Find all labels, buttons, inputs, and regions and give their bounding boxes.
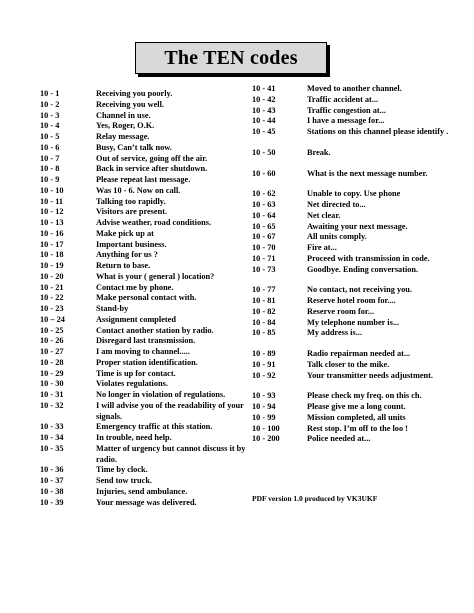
code-number: 10 - 7: [40, 153, 60, 163]
code-number: 10 - 17: [40, 239, 64, 249]
code-number: 10 - 19: [40, 261, 64, 270]
code-meaning: Make pick up at: [96, 228, 154, 238]
code-number: 10 - 84: [252, 317, 276, 327]
code-row: [252, 169, 467, 180]
code-row: [40, 293, 246, 304]
code-row: [252, 296, 467, 307]
code-meaning: Make personal contact with.: [96, 293, 197, 303]
code-number: 10 - 99: [252, 412, 276, 422]
code-row: [252, 349, 467, 360]
code-meaning: In trouble, need help.: [96, 433, 172, 442]
code-number: 10 - 6: [40, 142, 60, 152]
code-row: [40, 433, 246, 444]
code-meaning: What is your ( general ) location?: [96, 271, 215, 281]
code-number: 10 - 26: [40, 336, 64, 346]
code-row: [40, 261, 246, 272]
code-row: [252, 360, 467, 371]
code-row: [252, 391, 467, 402]
code-meaning: All units comply.: [307, 232, 367, 242]
code-number: 10 - 81: [252, 296, 276, 305]
code-meaning: I am moving to channel.....: [96, 347, 190, 356]
code-number: 10 - 73: [252, 264, 276, 274]
code-number: 10 - 25: [40, 325, 64, 335]
code-row: [40, 154, 246, 165]
code-row: [40, 315, 246, 326]
code-number: 10 - 94: [252, 402, 276, 411]
code-number: 10 - 11: [40, 196, 64, 206]
code-number: 10 - 30: [40, 379, 64, 389]
code-meaning: Yes, Roger, O.K.: [96, 121, 155, 131]
code-number: 10 - 16: [40, 228, 64, 238]
code-number: 10 - 28: [40, 357, 64, 367]
code-number: 10 - 10: [40, 185, 64, 195]
code-row: [252, 434, 467, 445]
code-row: [40, 336, 246, 347]
code-row: [40, 240, 246, 251]
code-meaning: Important business.: [96, 239, 167, 249]
code-meaning: I will advise you of the readability of your signals.: [96, 400, 244, 421]
code-row: [252, 84, 467, 95]
code-number: 10 - 43: [252, 105, 276, 115]
code-number: 10 - 50: [252, 147, 276, 157]
code-number: 10 - 37: [40, 476, 64, 485]
code-row: [40, 390, 246, 401]
code-meaning: Time by clock.: [96, 465, 148, 475]
code-number: 10 - 200: [252, 434, 280, 444]
code-meaning: Rest stop. I’m off to the loo !: [307, 423, 408, 433]
code-row: [40, 358, 246, 369]
code-number: 10 - 63: [252, 200, 276, 209]
code-meaning: Receiving you poorly.: [96, 89, 173, 98]
code-number: 10 - 42: [252, 94, 276, 104]
code-meaning: No contact, not receiving you.: [307, 285, 412, 295]
code-row: [252, 328, 467, 339]
code-meaning: Stations on this channel please identify .: [307, 127, 449, 136]
code-number: 10 - 23: [40, 304, 64, 313]
code-row: [40, 207, 246, 218]
code-meaning: Net directed to...: [307, 200, 366, 209]
code-meaning: Mission completed, all units: [307, 412, 406, 422]
code-row: [252, 211, 467, 222]
code-number: 10 - 34: [40, 433, 64, 442]
code-meaning: Awaiting your next message.: [307, 221, 408, 231]
code-number: 10 - 93: [252, 391, 276, 401]
code-meaning: Assignment completed: [96, 314, 176, 324]
code-meaning: Advise weather, road conditions.: [96, 218, 212, 227]
code-meaning: Receiving you well.: [96, 99, 164, 109]
code-row: [252, 95, 467, 106]
code-number: 10 - 92: [252, 370, 276, 380]
code-number: 10 - 4: [40, 121, 60, 131]
code-meaning: Time is up for contact.: [96, 368, 176, 378]
code-row: [40, 197, 246, 208]
code-meaning: Stand-by: [96, 304, 129, 313]
code-row: [40, 218, 246, 229]
code-meaning: Traffic accident at...: [307, 94, 379, 104]
code-row: [40, 444, 246, 466]
code-meaning: Contact another station by radio.: [96, 325, 214, 335]
code-meaning: Break.: [307, 147, 331, 157]
code-row: [252, 254, 467, 265]
code-meaning: Police needed at...: [307, 434, 371, 444]
code-number: 10 - 36: [40, 465, 64, 475]
code-number: 10 - 71: [252, 253, 276, 263]
code-row: [40, 304, 246, 315]
code-number: 10 - 64: [252, 210, 276, 220]
code-row: [252, 424, 467, 435]
code-number: 10 - 38: [40, 486, 64, 496]
code-meaning: What is the next message number.: [307, 168, 428, 178]
code-number: 10 - 3: [40, 110, 60, 120]
code-number: 10 - 8: [40, 164, 60, 174]
code-meaning: Reserve hotel room for....: [307, 296, 396, 305]
code-number: 10 - 33: [40, 422, 64, 432]
code-row: [252, 116, 467, 127]
code-row: [252, 402, 467, 413]
code-number: 10 - 60: [252, 168, 276, 178]
code-row: [40, 369, 246, 380]
code-row: [40, 175, 246, 186]
code-number: 10 - 41: [252, 84, 276, 93]
code-row: [40, 100, 246, 111]
code-meaning: My address is...: [307, 328, 362, 338]
code-meaning: Proceed with transmission in code.: [307, 253, 430, 263]
code-meaning: Disregard last transmission.: [96, 336, 196, 346]
code-meaning: Busy, Can’t talk now.: [96, 142, 172, 152]
code-row: [252, 413, 467, 424]
code-row: [252, 318, 467, 329]
code-meaning: My telephone number is...: [307, 317, 400, 327]
code-meaning: Contact me by phone.: [96, 282, 174, 292]
code-number: 10 - 35: [40, 443, 64, 453]
code-row: [252, 200, 467, 211]
code-number: 10 - 62: [252, 189, 276, 199]
code-row: [40, 121, 246, 132]
code-row: [40, 283, 246, 294]
code-meaning: Please give me a long count.: [307, 402, 406, 411]
code-meaning: Visitors are present.: [96, 207, 168, 217]
code-meaning: No longer in violation of regulations.: [96, 390, 226, 399]
code-number: 10 - 91: [252, 359, 276, 369]
code-number: 10 - 1: [40, 89, 60, 98]
code-meaning: Send tow truck.: [96, 476, 153, 485]
code-row: [40, 347, 246, 358]
code-number: 10 - 39: [40, 497, 64, 507]
code-number: 10 – 24: [40, 314, 65, 324]
code-meaning: Fire at...: [307, 243, 337, 252]
code-row: [252, 243, 467, 254]
code-row: [252, 127, 467, 138]
code-row: [40, 498, 246, 509]
page-title: The TEN codes: [164, 46, 298, 69]
code-row: [40, 186, 246, 197]
code-row: [252, 148, 467, 159]
code-number: 10 - 12: [40, 207, 64, 217]
code-row: [40, 229, 246, 240]
code-number: 10 - 31: [40, 390, 64, 399]
code-row: [252, 265, 467, 276]
code-meaning: Return to base.: [96, 261, 151, 270]
code-meaning: Please repeat last message.: [96, 175, 191, 184]
code-row: [40, 326, 246, 337]
code-meaning: Anything for us ?: [96, 250, 158, 260]
code-meaning: Matter of urgency but cannot discuss it by radio.: [96, 443, 246, 464]
code-number: 10 - 32: [40, 400, 64, 410]
code-meaning: Emergency traffic at this station.: [96, 422, 213, 432]
code-meaning: Radio repairman needed at...: [307, 349, 411, 358]
code-number: 10 - 13: [40, 218, 64, 227]
code-number: 10 - 70: [252, 243, 276, 252]
code-meaning: Channel in use.: [96, 110, 151, 120]
code-number: 10 - 5: [40, 132, 60, 141]
code-row: [252, 371, 467, 382]
code-number: 10 - 27: [40, 347, 64, 356]
code-meaning: Reserve room for...: [307, 306, 375, 316]
left-code-column: [40, 89, 246, 508]
code-meaning: Proper station identification.: [96, 357, 198, 367]
code-number: 10 - 20: [40, 271, 64, 281]
code-meaning: Was 10 - 6. Now on call.: [96, 185, 181, 195]
code-meaning: Talking too rapidly.: [96, 196, 166, 206]
code-meaning: Relay message.: [96, 132, 150, 141]
code-row: [252, 232, 467, 243]
code-number: 10 - 77: [252, 285, 276, 295]
code-row: [40, 143, 246, 154]
code-number: 10 - 29: [40, 368, 64, 378]
code-row: [40, 487, 246, 498]
code-meaning: I have a message for...: [307, 116, 385, 126]
code-meaning: Out of service, going off the air.: [96, 153, 208, 163]
code-meaning: Injuries, send ambulance.: [96, 486, 188, 496]
code-number: 10 - 67: [252, 232, 276, 242]
code-number: 10 - 89: [252, 349, 276, 358]
code-row: [40, 272, 246, 283]
code-number: 10 - 44: [252, 116, 276, 126]
code-row: [40, 132, 246, 143]
code-meaning: Your message was delivered.: [96, 497, 197, 507]
code-row: [40, 250, 246, 261]
code-number: 10 - 21: [40, 282, 64, 292]
code-meaning: Back in service after shutdown.: [96, 164, 208, 174]
code-meaning: Violates regulations.: [96, 379, 168, 389]
code-row: [252, 106, 467, 117]
code-row: [40, 111, 246, 122]
code-meaning: Traffic congestion at...: [307, 105, 386, 115]
code-meaning: Moved to another channel.: [307, 84, 402, 93]
code-row: [40, 164, 246, 175]
code-number: 10 - 45: [252, 127, 276, 136]
code-row: [40, 89, 246, 100]
code-row: [252, 189, 467, 200]
code-row: [40, 379, 246, 390]
code-number: 10 - 85: [252, 328, 276, 338]
code-number: 10 - 22: [40, 293, 64, 303]
code-row: [252, 307, 467, 318]
code-number: 10 - 65: [252, 221, 276, 231]
footer-credit: PDF version 1.0 produced by VK3UKF: [252, 494, 378, 503]
code-row: [252, 222, 467, 233]
title-box: [135, 42, 327, 74]
code-number: 10 - 18: [40, 250, 64, 260]
code-number: 10 - 9: [40, 175, 60, 184]
code-row: [40, 401, 246, 423]
code-row: [40, 476, 246, 487]
code-row: [40, 422, 246, 433]
code-number: 10 - 82: [252, 306, 276, 316]
code-meaning: Talk closer to the mike.: [307, 359, 390, 369]
right-code-column: [252, 84, 467, 445]
code-row: [252, 285, 467, 296]
code-meaning: Your transmitter needs adjustment.: [307, 370, 433, 380]
code-number: 10 - 100: [252, 423, 280, 433]
code-meaning: Unable to copy. Use phone: [307, 189, 401, 199]
code-meaning: Goodbye. Ending conversation.: [307, 264, 419, 274]
code-meaning: Net clear.: [307, 210, 341, 220]
code-meaning: Please check my freq. on this ch.: [307, 391, 422, 401]
code-row: [40, 465, 246, 476]
code-number: 10 - 2: [40, 99, 60, 109]
